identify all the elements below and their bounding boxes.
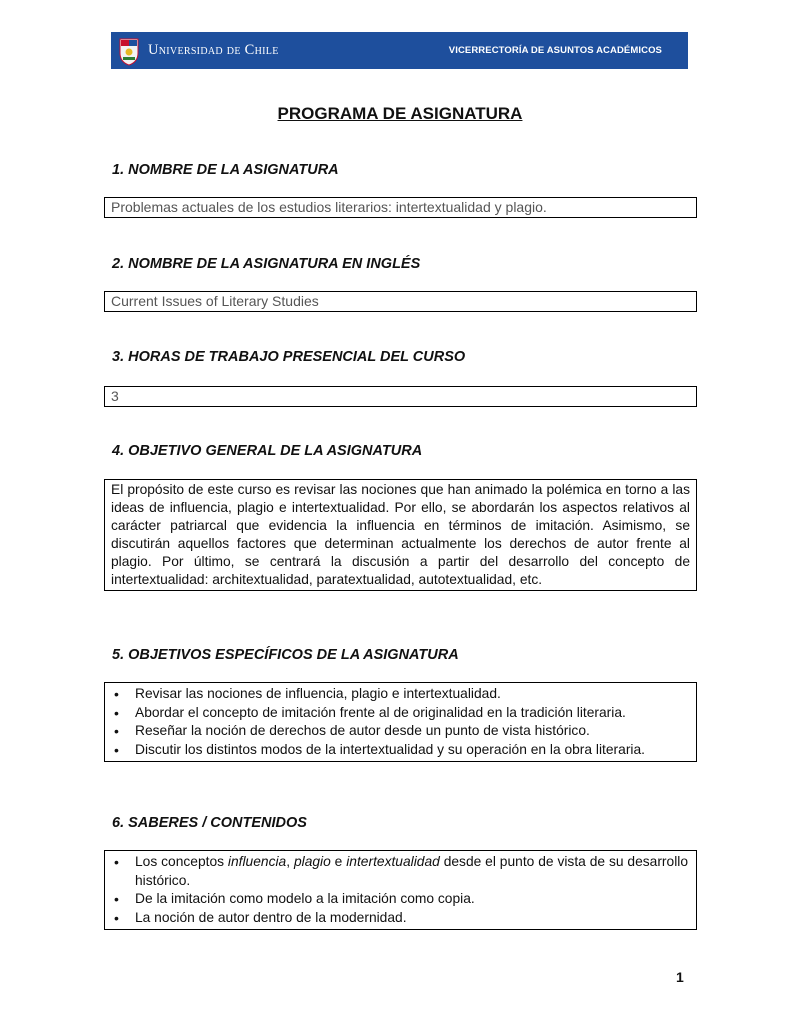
list-item: • La noción de autor dentro de la modernidad. — [111, 909, 688, 928]
course-name-english-value: Current Issues of Literary Studies — [111, 293, 319, 309]
term-intertextualidad: intertextualidad — [346, 854, 440, 869]
item-text: Los conceptos — [135, 854, 228, 869]
contact-hours-value: 3 — [111, 388, 119, 404]
university-brand — [111, 32, 279, 69]
list-item: • Abordar el concepto de imitación frente al de originalidad en la tradición literaria. — [111, 704, 688, 723]
contact-hours-box — [104, 386, 697, 407]
specific-objectives-box — [104, 682, 697, 762]
course-name-english-box — [104, 291, 697, 312]
header-banner — [111, 32, 688, 69]
page-number: 1 — [676, 969, 684, 985]
general-objective-text: El propósito de este curso es revisar las nociones que han animado la polémica en torno a las ideas de influencia, plagio e intertextualidad. Por ello, se abordarán los aspectos relativos al carácter patriarcal que evidencia la influencia en términos de imitación. Asimismo, se discutirán aquellos factores que determinan actualmente los derechos de autor frente al plagio. Por último, se centrará la discusión a partir del desarrollo del concepto de intertextualidad: architextualidad, paratextualidad, autotextualidad, etc. — [111, 482, 690, 587]
list-item: • De la imitación como modelo a la imitación como copia. — [111, 890, 688, 909]
office-name: VICERRECTORÍA DE ASUNTOS ACADÉMICOS — [448, 45, 662, 56]
list-item: • Revisar las nociones de influencia, plagio e intertextualidad. — [111, 685, 688, 704]
section-5-heading: 5. OBJETIVOS ESPECÍFICOS DE LA ASIGNATURA — [112, 647, 459, 663]
item-text: desde el punto de vista de su desarrollo histórico. — [135, 854, 688, 888]
contents-list — [111, 853, 688, 927]
section-1-heading: 1. NOMBRE DE LA ASIGNATURA — [112, 162, 339, 178]
term-plagio: plagio — [293, 854, 331, 869]
list-item — [111, 853, 688, 890]
term-influencia: influencia — [227, 854, 287, 869]
item-text: , — [286, 854, 294, 869]
specific-objectives-list — [111, 685, 688, 759]
course-name-value: Problemas actuales de los estudios literarios: intertextualidad y plagio. — [111, 199, 547, 215]
item-text: e — [330, 854, 347, 869]
list-item: • Discutir los distintos modos de la intertextualidad y su operación en la obra literaria. — [111, 741, 688, 760]
general-objective-box — [104, 479, 697, 591]
university-name: Universidad de Chile — [148, 42, 279, 58]
section-4-heading: 4. OBJETIVO GENERAL DE LA ASIGNATURA — [112, 443, 423, 459]
list-item: • Reseñar la noción de derechos de autor desde un punto de vista histórico. — [111, 722, 688, 741]
section-3-heading: 3. HORAS DE TRABAJO PRESENCIAL DEL CURSO — [112, 349, 466, 365]
section-6-heading: 6. SABERES / CONTENIDOS — [112, 815, 307, 831]
document-title: PROGRAMA DE ASIGNATURA — [277, 104, 523, 123]
university-crest-icon — [118, 36, 140, 66]
course-name-box — [104, 197, 697, 218]
contents-box — [104, 850, 697, 930]
section-2-heading: 2. NOMBRE DE LA ASIGNATURA EN INGLÉS — [112, 256, 421, 272]
